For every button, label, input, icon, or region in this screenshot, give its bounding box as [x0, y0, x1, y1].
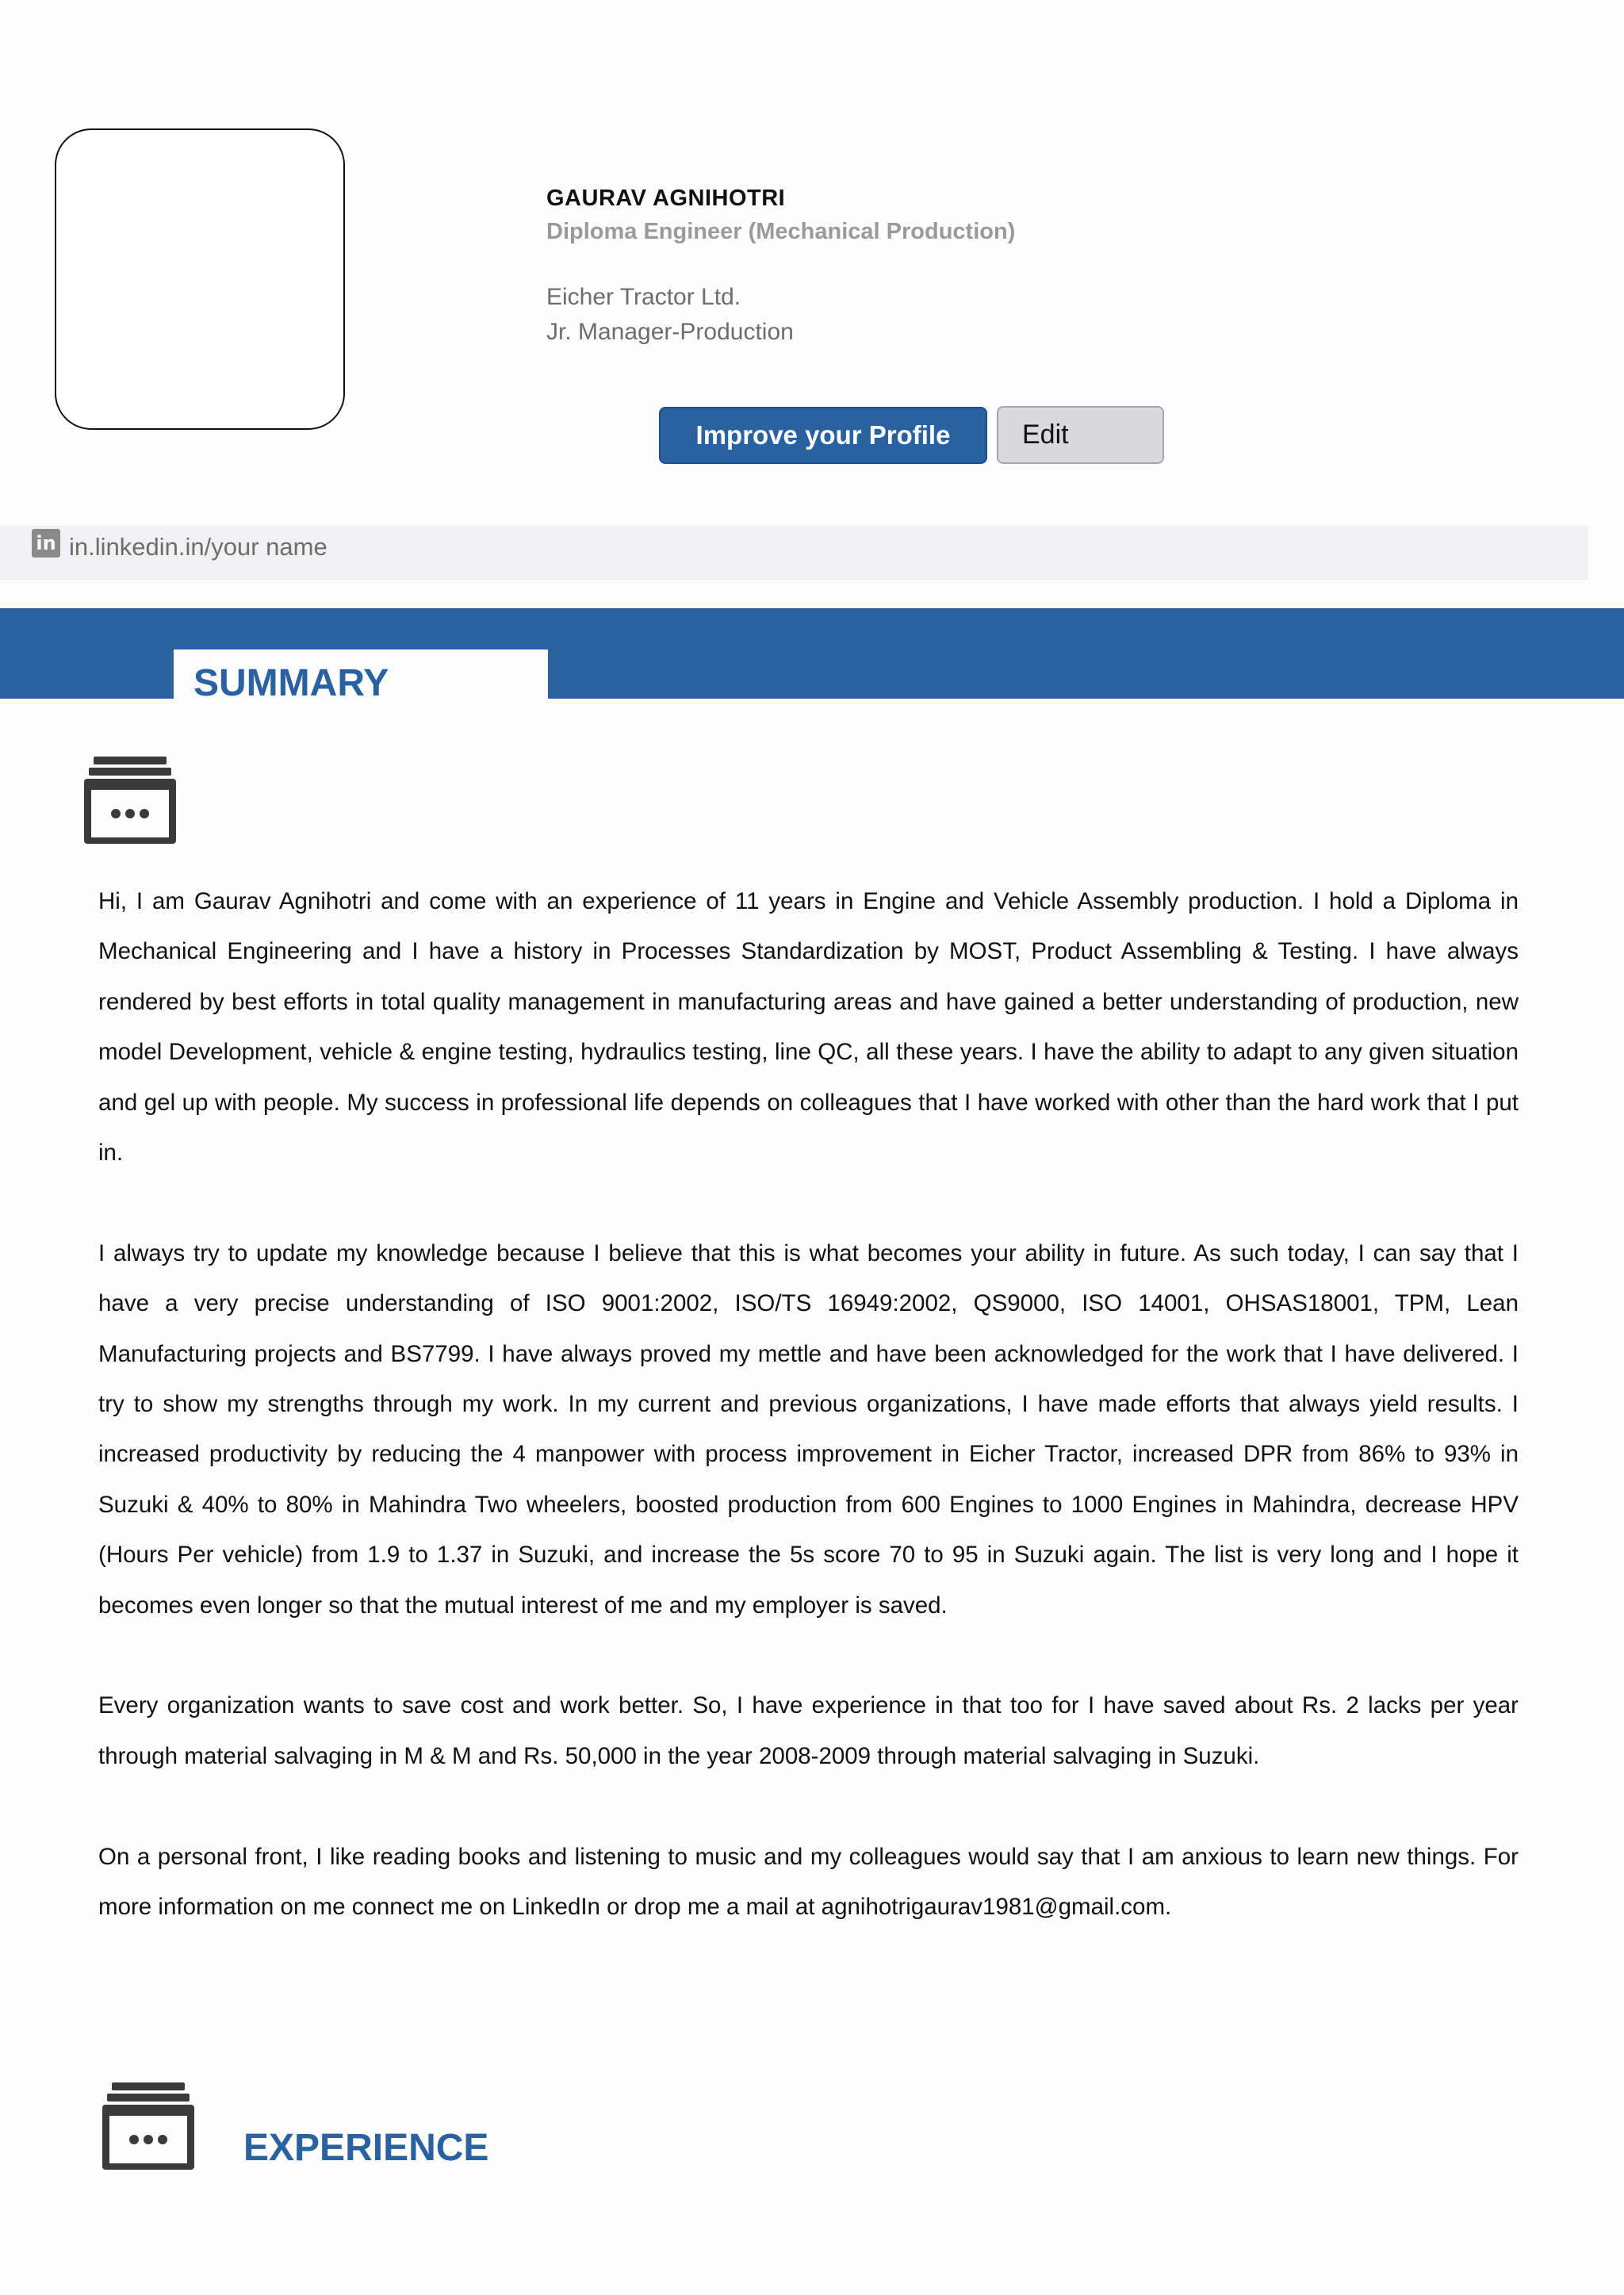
- experience-heading: EXPERIENCE: [243, 2127, 489, 2169]
- summary-body: [98, 876, 1519, 1932]
- summary-paragraph: Hi, I am Gaurav Agnihotri and come with an experience of 11 years in Engine and Vehicle Assembly production. I hold a Diploma in Mechanical Engineering and I have a history in Processes Standardization by MOST, Product Assembling & Testing. I have always rendered by best efforts in total quality management in manufacturing areas and have gained a better understanding of production, new model Development, vehicle & engine testing, hydraulics testing, line QC, all these years. I have the ability to adapt to any given situation and gel up with people. My success in professional life depends on colleagues that I have worked with other than the hard work that I put in.: [98, 888, 1519, 1167]
- summary-paragraph: Every organization wants to save cost and work better. So, I have experience in that too for I have saved about Rs. 2 lacks per year through material salvaging in M & M and Rs. 50,000 in the year 2008-2009 through material salvaging in Suzuki.: [98, 1692, 1519, 1769]
- folder-icon: [101, 2079, 196, 2171]
- summary-paragraph: I always try to update my knowledge because I believe that this is what becomes your ability in future. As such today, I can say that I have a very precise understanding of ISO 9001:2002, ISO/TS 16949:2002, QS9000, ISO 14001, OHSAS18001, TPM, Lean Manufacturing projects and BS7799. I have always proved my mettle and have been acknowledged for the work that I have delivered. I try to show my strengths through my work. In my current and previous organizations, I have made efforts that always yield results. I increased productivity by reducing the 4 manpower with process improvement in Eicher Tractor, increased DPR from 86% to 93% in Suzuki & 40% to 80% in Mahindra Two wheelers, boosted production from 600 Engines to 1000 Engines in Mahindra, decrease HPV (Hours Per vehicle) from 1.9 to 1.37 in Suzuki, and increase the 5s score 70 to 95 in Suzuki again. The list is very long and I hope it becomes even longer so that the mutual interest of me and my employer is saved.: [98, 1239, 1519, 1619]
- edit-button[interactable]: Edit: [997, 406, 1164, 464]
- folder-icon: [82, 753, 178, 845]
- linkedin-url[interactable]: in.linkedin.in/your name: [69, 533, 327, 561]
- profile-photo-placeholder[interactable]: [55, 128, 345, 430]
- summary-paragraph: On a personal front, I like reading books and listening to music and my colleagues would say that I am anxious to learn new things. For more information on me connect me on LinkedIn or drop me a mail at agnihotrigaurav1981@gmail.com.: [98, 1843, 1519, 1921]
- profile-title: Diploma Engineer (Mechanical Production): [546, 219, 1016, 244]
- profile-role: Jr. Manager-Production: [546, 319, 794, 345]
- improve-profile-button[interactable]: Improve your Profile: [659, 407, 987, 464]
- linkedin-icon[interactable]: in: [32, 529, 60, 557]
- profile-company: Eicher Tractor Ltd.: [546, 284, 741, 310]
- profile-name: GAURAV AGNIHOTRI: [546, 186, 786, 211]
- summary-heading: SUMMARY: [193, 662, 389, 704]
